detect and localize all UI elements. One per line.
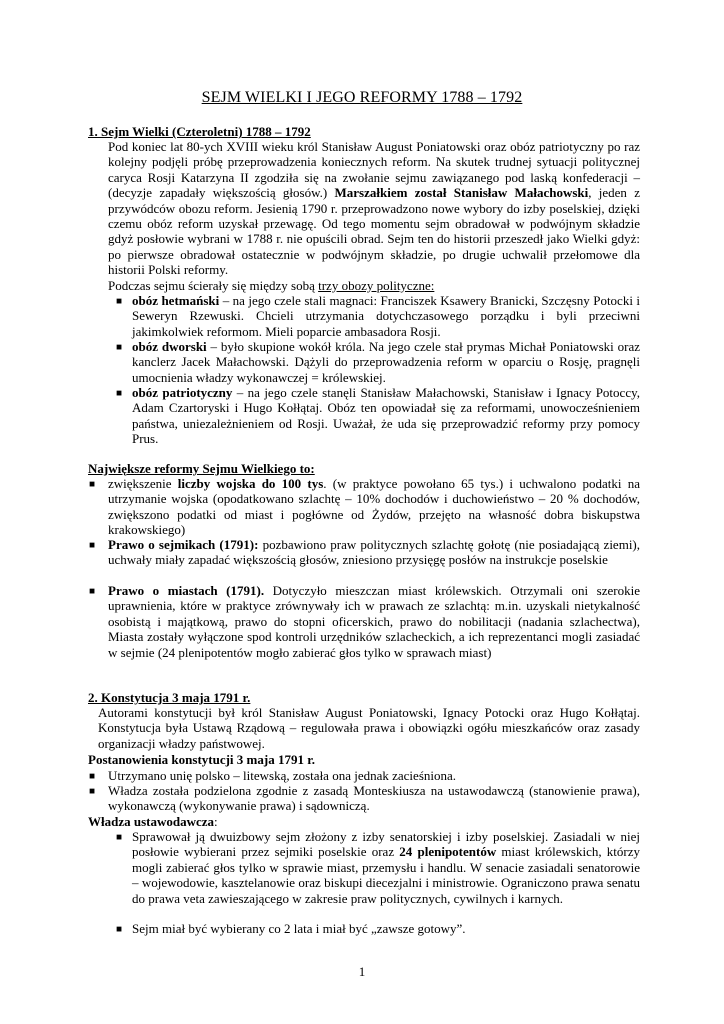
page-title: SEJM WIELKI I JEGO REFORMY 1788 – 1792 [201,89,523,106]
provision-text: Utrzymano unię polsko – litewską, została ona jednak zacieśniona. [108,768,457,783]
camp-patriotic [132,385,640,447]
section-1-paragraph [108,139,640,278]
legislative-term [132,921,640,936]
camp-description: – było skupione wokół króla. Na jego czele stał prymas Michał Poniatowski oraz kanclerz Jacek Małachowski. Dążyli do przeprowadzenia reform w oparciu o Rosję, pragnęli umocnienia władzy wykonawczej = królewskiej. [132,339,641,385]
paragraph-text: Pod koniec lat 80-ych XVIII wieku król Stanisław August Poniatowski oraz obóz patriotyczny po raz kolejny podjęli próbę przeprowadzenia koniecznych reform. Na skutek trudnej sytuacji politycznej caryca Rosji Katarzyna II zgodziła się na zwołanie sejmu zawiązanego pod laską konfederacji – (decyzje zapadały większością głosów.) [108,139,640,201]
square-bullet-icon: ■ [89,786,96,797]
reform-text: zwiększenie [108,476,178,491]
reform-bold: Prawo o miastach (1791). [108,583,265,598]
camps-intro [108,278,640,293]
legislative-sejm [132,829,640,906]
reform-army [108,476,640,538]
section-1-heading: 1. Sejm Wielki (Czteroletni) 1788 – 1792 [88,124,311,139]
camps-intro-underlined: trzy obozy polityczne: [318,277,435,293]
camp-hetman [132,293,640,339]
camp-name: obóz patriotyczny [132,385,233,400]
reform-text: . (w praktyce powołano 65 tys.) i uchwalono podatki na utrzymanie wojska (opodatkowano szlachtę – 10% dochodów i duchowieństwo – 20 % dochodów, zwiększono podatki od miast i pogłówne od Żydów, przejęto na własność dobra biskupstwa krakowskiego) [108,476,640,538]
square-bullet-icon: ■ [89,586,96,597]
reforms-heading: Największe reformy Sejmu Wielkiego to: [88,461,315,476]
camp-description: – na jego czele stali magnaci: Franciszek Ksawery Branicki, Szczęsny Potocki i Seweryn Rzewuski. Chcieli utrzymania dotychczasowego porządku i byli przeciwni jakimkolwiek reformom. Mieli poparcie ambasadora Rosji. [132,293,641,339]
reform-text: pozbawiono praw politycznych szlachtę gołotę (nie posiadającą ziemi), uchwały miały zapadać większością głosów, zniesiono przysięgę posłów na instrukcje poselskie [108,537,641,568]
square-bullet-icon: ■ [116,924,123,935]
camp-name: obóz dworski [132,339,207,354]
provisions-heading-block [88,752,640,767]
square-bullet-icon: ■ [116,342,123,353]
legislative-colon: : [214,814,218,829]
provision-union [108,768,640,783]
section-2-heading: 2. Konstytucja 3 maja 1791 r. [88,690,251,705]
reform-cities [108,583,640,660]
square-bullet-icon: ■ [89,479,96,490]
reform-bold: Prawo o sejmikach (1791): [108,537,259,552]
legislative-text: Sprawował ją dwuizbowy sejm złożony z izby senatorskiej i izby poselskiej. Zasiadali w niej posłowie wybierani przez sejmiki poselskie oraz [132,829,640,860]
reform-bold: liczby wojska do 100 tys [177,476,324,491]
reform-text: Dotyczyło mieszczan miast królewskich. Otrzymali oni szerokie uprawnienia, które w praktyce zrównywały ich w prawach ze szlachtą: m.in. uzyskali nietykalność osobistą i majątkową, prawo do stopni oficerskich, prawo do nobilitacji (nadania szlachectwa), Miasta zostały wyłączone spod kontroli urzędników szlacheckich, a ich reprezentanci mogli zasiadać w sejmie (24 plenipotentów mogło zabierać głos tylko w sprawach miast) [108,583,640,660]
section-2 [88,690,640,705]
legislative-heading-block [88,814,640,829]
legislative-bold: 24 plenipotentów [399,844,497,860]
square-bullet-icon: ■ [116,832,123,843]
paragraph-text: , jeden z przywódców obozu reform. Jesienią 1790 r. przeprowadzono nowe wybory do izby poselskiej, dzięki czemu obóz reform uzyskał przewagę. Od tego momentu sejm obradował w podwójnym składzie gdyż posłowie wybrani w 1788 r. nie opuścili obrad. Sejm ten do historii przeszedł jako Wielki gdyż: po pierwsze obradował ostatecznie w podwójnym składzie, po drugie uchwalił przełomowe dla historii Polski reformy. [108,185,640,278]
square-bullet-icon: ■ [116,296,123,307]
camp-name: obóz hetmański [132,293,220,308]
section-1-intro [108,139,640,293]
section-1 [88,124,640,139]
square-bullet-icon: ■ [89,771,96,782]
provision-text: Władza została podzielona zgodnie z zasadą Monteskiusza na ustawodawczą (stanowienie prawa), wykonawczą (wykonywanie prawa) i sądowniczą. [108,783,640,814]
marshal-name: Marszałkiem został Stanisław Małachowski [334,185,589,201]
square-bullet-icon: ■ [116,388,123,399]
camp-court [132,339,640,385]
camps-intro-text: Podczas sejmu ścierały się między sobą [108,277,319,293]
reforms-section [88,461,640,476]
provision-separation [108,783,640,814]
reform-sejmiki [108,537,640,568]
provisions-heading: Postanowienia konstytucji 3 maja 1791 r. [88,752,316,767]
legislative-heading: Władza ustawodawcza [88,814,215,829]
legislative-text: miast królewskich, którzy mogli zabierać głos tylko w sprawie miast, przemysłu i handlu. W senacie zasiadali senatorowie – wojewodowie, kasztelanowie oraz biskupi diecezjalni i ministrowie. Ograniczono prawa senatu do prawa veta zawieszającego w zakresie praw politycznych, cywilnych i karnych. [132,844,640,906]
camp-description: – na jego czele stanęli Stanisław Małachowski, Stanisław i Ignacy Potoccy, Adam Czartoryski i Hugo Kołłątaj. Obóz ten opowiadał się za reformami, unowocześnieniem państwa, uniezależnieniem od Rosji. Uważał, że uda się przeprowadzić reformy przy pomocy Prus. [132,385,640,447]
legislative-text: Sejm miał być wybierany co 2 lata i miał być „zawsze gotowy”. [132,921,466,936]
square-bullet-icon: ■ [89,540,96,551]
constitution-paragraph: Autorami konstytucji był król Stanisław August Poniatowski, Ignacy Potocki oraz Hugo Kołłątaj. Konstytucja była Ustawą Rządową – regulowała prawa i obowiązki ogółu mieszkańców oraz zasady organizacji władzy państwowej. [98,705,640,751]
page-number: 1 [358,964,366,979]
section-2-intro [98,705,640,751]
